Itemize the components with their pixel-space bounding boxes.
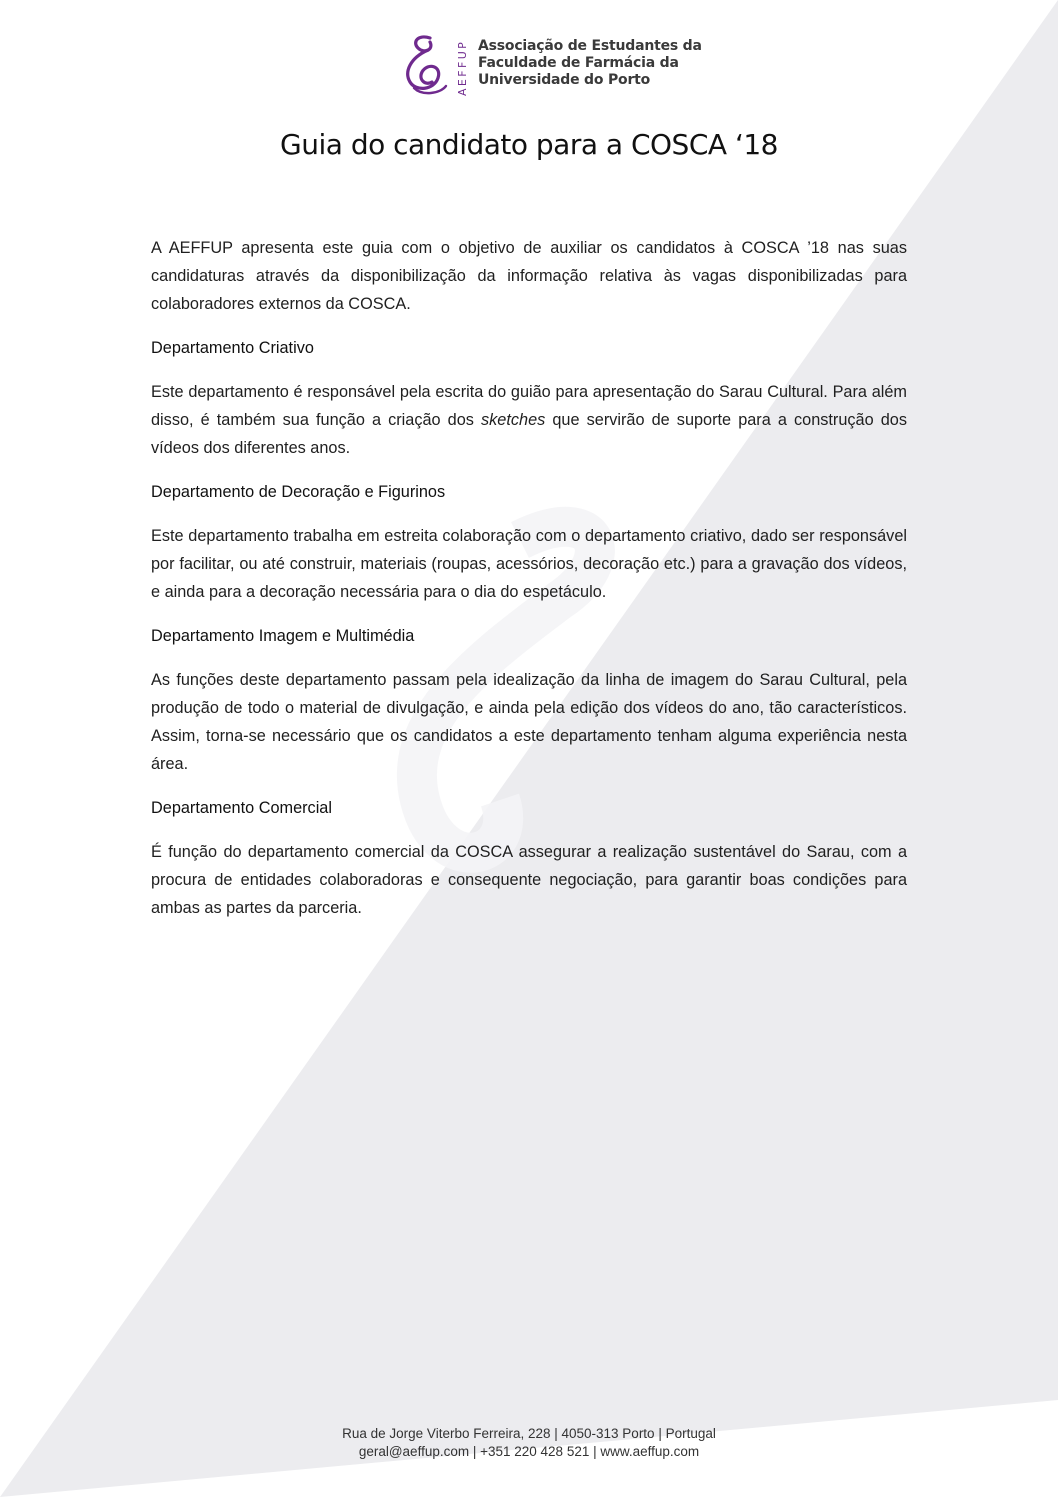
section-heading-multimedia-text: Departamento Imagem e Multimédia	[151, 627, 415, 645]
section-text-comercial: É função do departamento comercial da COSCA assegurar a realização sustentável do Sarau, com a procura de entidades colaboradoras e consequente negociação, para garantir boas condições para ambas as partes da parceria.	[151, 843, 907, 917]
section-heading-decoracao-text: Departamento de Decoração e Figurinos	[151, 483, 446, 501]
section-heading-criativo	[151, 334, 907, 362]
footer-contacts: geral@aeffup.com | +351 220 428 521 | www.aeffup.com	[358, 1444, 700, 1459]
organization-name	[478, 38, 702, 89]
header	[400, 32, 702, 102]
section-text-criativo-italic: sketches	[481, 411, 546, 429]
org-name-line-1: Associação de Estudantes da	[478, 38, 702, 54]
section-text-criativo-part-2: que servirão de suporte para a construção dos vídeos dos diferentes anos.	[151, 411, 907, 457]
document-title: Guia do candidato para a COSCA ‘18	[280, 128, 778, 161]
org-name-line-2: Faculdade de Farmácia da	[478, 55, 679, 71]
section-heading-comercial-text: Departamento Comercial	[151, 799, 332, 817]
intro-paragraph: A AEFFUP apresenta este guia com o objetivo de auxiliar os candidatos à COSCA ’18 nas suas candidaturas através da disponibilização da informação relativa às vagas disponibilizadas para colaboradores externos da COSCA.	[151, 239, 907, 313]
footer-address: Rua de Jorge Viterbo Ferreira, 228 | 4050-313 Porto | Portugal	[342, 1426, 716, 1441]
section-text-criativo-part-1: Este departamento é responsável pela escrita do guião para apresentação do Sarau Cultural. Para além disso, é também sua função a criação dos	[151, 383, 907, 429]
aeffup-logo-icon	[400, 32, 450, 98]
section-text-multimedia: As funções deste departamento passam pela idealização da linha de imagem do Sarau Cultural, pela produção de todo o material de divulgação, e ainda pela edição dos vídeos do ano, tão característicos. Assim, torna-se necessário que os candidatos a este departamento tenham alguma experiência nesta área.	[151, 671, 907, 773]
logo-swirl-body	[408, 50, 439, 88]
logo-vertical-text	[452, 34, 472, 98]
section-text-criativo	[151, 378, 907, 462]
logo-letters-text: AEFFUP	[456, 39, 469, 96]
footer	[0, 1425, 1058, 1461]
org-name-line-3: Universidade do Porto	[478, 72, 651, 88]
section-heading-criativo-text: Departamento Criativo	[151, 339, 314, 357]
section-text-decoracao: Este departamento trabalha em estreita colaboração com o departamento criativo, dado ser responsável por facilitar, ou até construir, materiais (roupas, acessórios, decoração etc.) para a gravação dos vídeos, e ainda para a decoração necessária para o dia do espetáculo.	[151, 527, 907, 601]
section-heading-multimedia	[151, 622, 907, 650]
section-heading-comercial	[151, 794, 907, 822]
section-heading-decoracao	[151, 478, 907, 506]
document-body	[151, 234, 907, 938]
